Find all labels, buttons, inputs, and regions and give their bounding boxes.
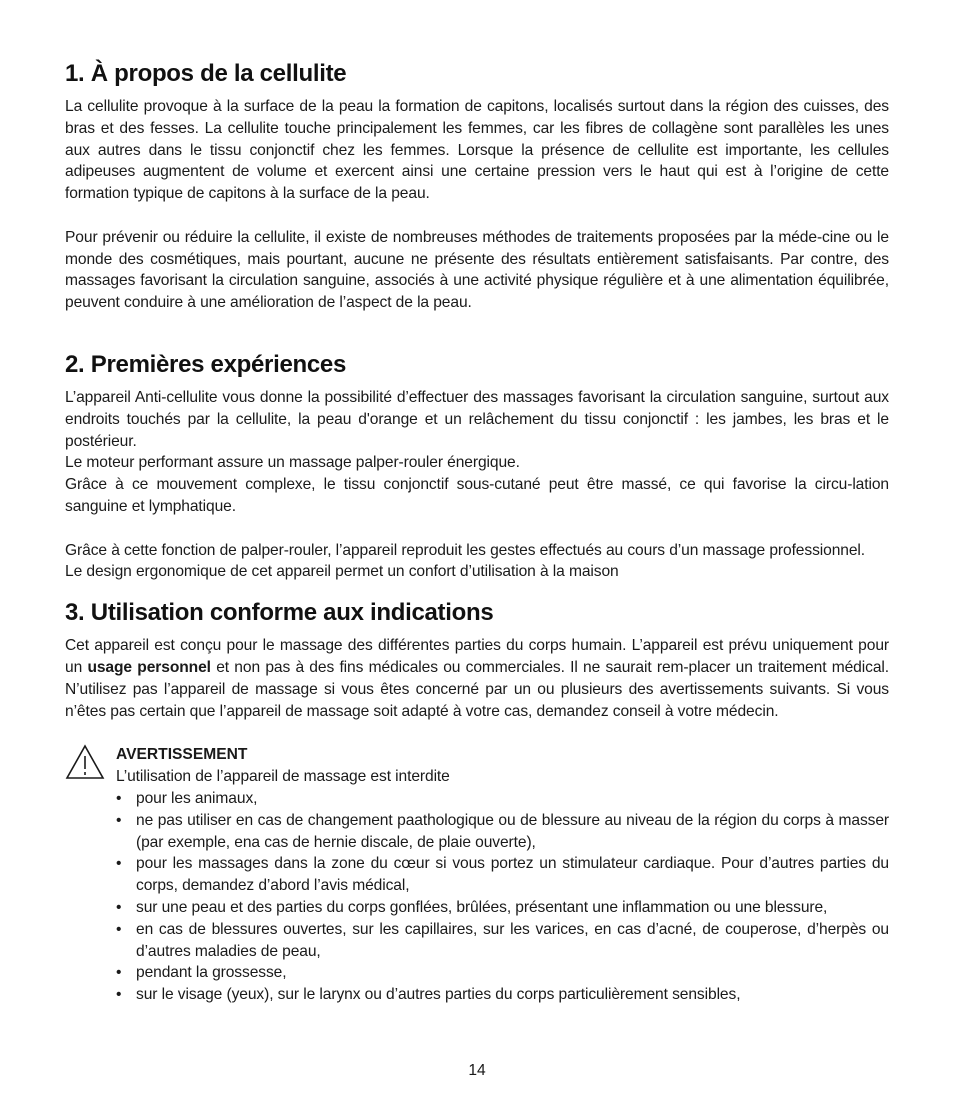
warning-title: AVERTISSEMENT (116, 746, 248, 764)
section-3-intro-end: et non pas à des fins médicales ou commerciales. Il ne saurait rem-placer un traitement médical. N’utilisez pas l’appareil de massage si vous êtes concerné par un ou plusieurs des avertissements suivants. Si vous n’êtes pas certain que l’appareil de massage soit adapté à votre cas, demandez conseil à votre médecin. (65, 658, 889, 720)
bullet-icon: • (116, 811, 122, 829)
warning-list-item (116, 897, 889, 919)
warning-block (65, 744, 889, 1006)
warning-list-item-text: pour les massages dans la zone du cœur si vous portez un stimulateur cardiaque. Pour d’autres parties du corps, demandez d’abord l’avis médical, (136, 855, 889, 895)
bullet-icon: • (116, 898, 122, 916)
section-2-paragraph-4: Grâce à cette fonction de palper-rouler, l’appareil reproduit les gestes effectués au cours d’un massage professionnel. (65, 541, 866, 559)
bullet-icon: • (116, 920, 122, 938)
warning-list-item (116, 788, 889, 810)
bullet-icon: • (116, 964, 122, 982)
section-3-paragraph (65, 635, 889, 722)
section-2-title: 2. Premières expériences (65, 350, 346, 378)
warning-list-item (116, 984, 889, 1006)
section-2-paragraph-5: Le design ergonomique de cet appareil permet un confort d’utilisation à la maison (65, 563, 619, 581)
section-2-paragraph-2: Le moteur performant assure un massage palper-rouler énergique. (65, 454, 520, 472)
section-1-paragraph-2: Pour prévenir ou réduire la cellulite, il existe de nombreuses méthodes de traitements proposées par la méde-cine ou le monde des cosmétiques, mais pourtant, aucune ne présente des résultats entièrement satisfaisants. Par contre, des massages favorisant la circulation sanguine, associés à une activité physique régulière et à une alimentation équilibrée, peuvent conduire à une amélioration de l’aspect de la peau. (65, 228, 889, 312)
section-1-title: 1. À propos de la cellulite (65, 60, 347, 87)
section-2-paragraph-3: Grâce à ce mouvement complexe, le tissu conjonctif sous-cutané peut être massé, ce qui favorise la circu-lation sanguine et lymphatique. (65, 476, 889, 515)
section-utilisation-conforme (65, 597, 889, 1006)
page-number: 14 (468, 1062, 486, 1079)
document-page (65, 58, 889, 1006)
warning-list-item-text: pendant la grossesse, (136, 964, 287, 982)
bullet-icon: • (116, 855, 122, 873)
section-cellulite (65, 58, 889, 314)
warning-list-item-text: sur une peau et des parties du corps gonflées, brûlées, présentant une inflammation ou une blessure, (136, 898, 828, 916)
warning-list-item (116, 962, 889, 984)
warning-list (116, 788, 889, 1006)
section-3-intro-start: Cet appareil est conçu pour le massage des différentes parties du corps humain. L’appareil est prévu uniquement pour un (65, 637, 889, 676)
warning-list-item (116, 810, 889, 854)
bullet-icon: • (116, 789, 122, 807)
bullet-icon: • (116, 986, 122, 1004)
section-3-title: 3. Utilisation conforme aux indications (65, 599, 494, 627)
section-1-paragraph-1: La cellulite provoque à la surface de la peau la formation de capitons, localisés surtout dans la région des cuisses, des bras et des fesses. La cellulite touche principalement les femmes, car les fibres de collagène sont parallèles les unes aux autres dans le tissu conjonctif chez les femmes. Lorsque la présence de cellulite est importante, les cellules adipeuses augmentent de volume et exercent ainsi une certaine pression vers le haut qui est à l’origine de cette formation typique de capitons à la surface de la peau. (65, 98, 889, 203)
usage-personnel-bold: usage personnel (87, 658, 211, 676)
warning-list-item-text: en cas de blessures ouvertes, sur les capillaires, sur les varices, en cas d’acné, de couperose, d’herpès ou d’autres maladies de peau, (136, 920, 889, 960)
warning-list-item (116, 919, 889, 963)
section-2-paragraph-1: L’appareil Anti-cellulite vous donne la possibilité d’effectuer des massages favorisant la circulation sanguine, surtout aux endroits touchés par la cellulite, la peau d'orange et un relâchement du tissu conjonctif : les jambes, les bras et le postérieur. (65, 388, 889, 450)
warning-list-item-text: pour les animaux, (136, 789, 258, 807)
warning-list-item-text: ne pas utiliser en cas de changement paathologique ou de blessure au niveau de la région du corps à masser (par exemple, ena cas de hernie discale, de plaie ouverte), (136, 811, 889, 851)
warning-lead: L’utilisation de l’appareil de massage est interdite (116, 768, 450, 786)
warning-list-item (116, 853, 889, 897)
warning-triangle-icon (65, 744, 105, 780)
warning-list-item-text: sur le visage (yeux), sur le larynx ou d’autres parties du corps particulièrement sensibles, (136, 986, 741, 1004)
section-premieres-experiences (65, 349, 889, 583)
